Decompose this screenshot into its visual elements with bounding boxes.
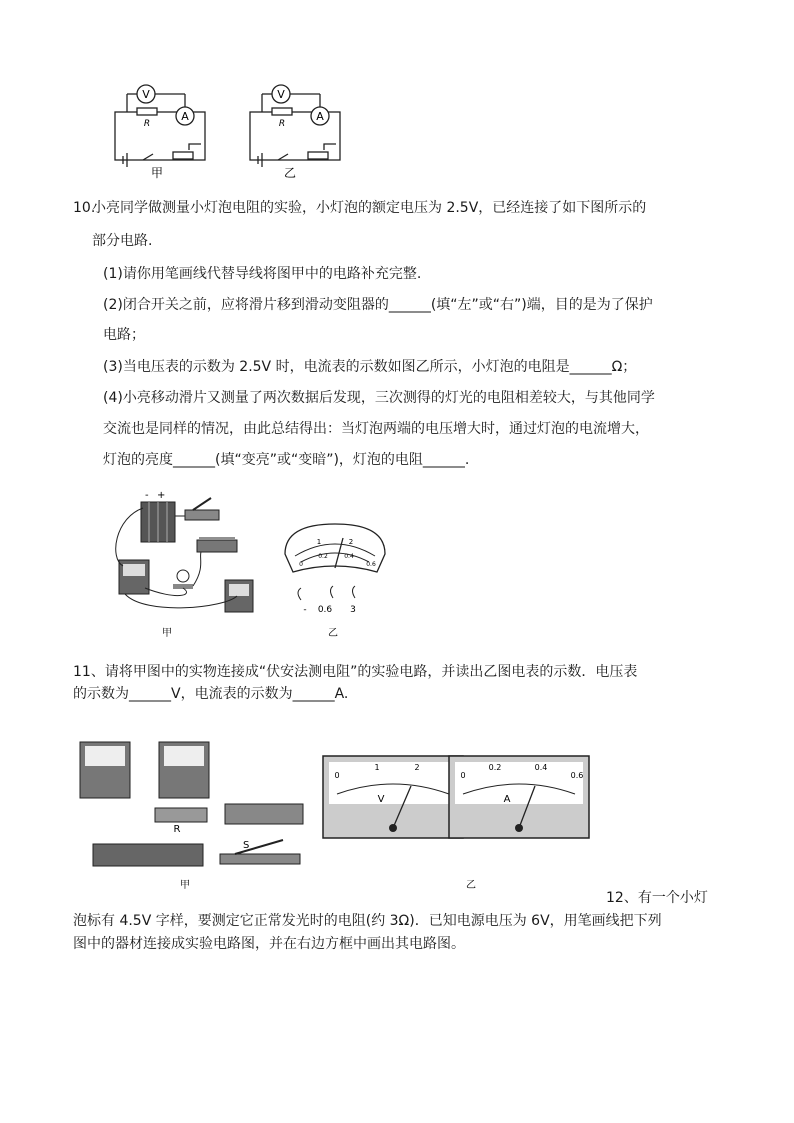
top-circuit-figure bbox=[105, 82, 355, 182]
q12-line2: 泡标有 4.5V 字样，要测定它正常发光时的电阻(约 3Ω)．已知电源电压为 6V，用笔画线把下列 bbox=[73, 913, 662, 929]
circuit-caption-yi: 乙 bbox=[283, 166, 297, 180]
voltmeter-label: V bbox=[142, 88, 150, 101]
dial-tick-0.4: 0.4 bbox=[344, 553, 354, 560]
ammeter-panel bbox=[449, 756, 589, 838]
volt-unit: V bbox=[377, 794, 385, 805]
resistor-device-label: R bbox=[173, 824, 181, 835]
switch-icon bbox=[185, 498, 219, 520]
battery-minus-label: - bbox=[145, 490, 149, 501]
terminal-icons bbox=[298, 586, 355, 600]
ammeter-device-icon bbox=[119, 560, 149, 594]
q10-part4b: 交流也是同样的情况，由此总结得出：当灯泡两端的电压增大时，通过灯泡的电流增大， bbox=[103, 421, 649, 437]
q11-line2: 的示数为______V，电流表的示数为______A. bbox=[73, 686, 349, 702]
amp-scale-0.2: 0.2 bbox=[488, 763, 502, 772]
meter-device-1-icon bbox=[80, 742, 130, 798]
rheostat-icon bbox=[197, 538, 237, 552]
resistor-device-icon bbox=[155, 808, 207, 822]
q11-line1: 11、请将甲图中的实物连接成“伏安法测电阻”的实验电路，并读出乙图电表的示数．电压表 bbox=[73, 664, 638, 680]
dial-tick-top-2: 2 bbox=[348, 538, 354, 546]
amp-scale-0.6: 0.6 bbox=[570, 771, 584, 780]
voltmeter-device-icon bbox=[225, 580, 253, 612]
figure-caption-jia: 甲 bbox=[180, 880, 190, 891]
bulb-icon bbox=[173, 570, 193, 589]
dial-tick-0.2: 0.2 bbox=[318, 553, 328, 560]
battery-icon bbox=[141, 502, 175, 542]
figure-caption-yi: 乙 bbox=[466, 880, 476, 891]
amp-unit: A bbox=[503, 794, 511, 805]
q10-part4c: 灯泡的亮度______(填“变亮”或“变暗”)，灯泡的电阻______. bbox=[103, 452, 470, 468]
battery-plus-label: + bbox=[157, 490, 166, 501]
q10-part3: (3)当电压表的示数为 2.5V 时，电流表的示数如图乙所示，小灯泡的电阻是______Ω； bbox=[103, 359, 637, 375]
figure-caption-yi: 乙 bbox=[328, 628, 338, 639]
q11-figure bbox=[75, 736, 595, 896]
q10-part2a: (2)闭合开关之前，应将滑片移到滑动变阻器的______(填“左”或“右”)端，目的是为了保护 bbox=[103, 297, 653, 313]
switch-device-icon bbox=[220, 840, 300, 864]
q10-part2b: 电路； bbox=[103, 327, 145, 343]
q10-line2: 部分电路. bbox=[92, 233, 153, 249]
dial-tick-0: 0 bbox=[299, 561, 303, 568]
voltmeter-panel bbox=[323, 756, 466, 838]
ammeter-label: A bbox=[181, 110, 189, 123]
circuit-jia bbox=[115, 94, 205, 167]
ammeter-label: A bbox=[316, 110, 324, 123]
terminal-minus: - bbox=[303, 605, 307, 615]
q12-line1-tail: 12、有一个小灯 bbox=[606, 890, 708, 906]
volt-scale-2: 2 bbox=[414, 763, 420, 772]
resistor-label: R bbox=[143, 119, 151, 129]
terminal-0.6: 0.6 bbox=[317, 605, 333, 615]
rheostat-device-icon bbox=[225, 804, 303, 824]
meter-device-2-icon bbox=[159, 742, 209, 798]
q10-number: 10. bbox=[73, 200, 96, 216]
battery-box-icon bbox=[93, 844, 203, 866]
resistor-label: R bbox=[278, 119, 286, 129]
q10-figure bbox=[105, 488, 395, 643]
volt-scale-1: 1 bbox=[374, 763, 380, 772]
amp-scale-0: 0 bbox=[460, 771, 466, 780]
dial-tick-top-1: 1 bbox=[316, 538, 322, 546]
dial-tick-0.6: 0.6 bbox=[366, 561, 376, 568]
q10-part4a: (4)小亮移动滑片又测量了两次数据后发现，三次测得的灯光的电阻相差较大，与其他同学 bbox=[103, 390, 655, 406]
circuit-yi bbox=[250, 94, 340, 167]
terminal-3: 3 bbox=[350, 605, 356, 615]
circuit-caption-jia: 甲 bbox=[150, 166, 164, 180]
voltmeter-label: V bbox=[277, 88, 285, 101]
q10-line1: 小亮同学做测量小灯泡电阻的实验，小灯泡的额定电压为 2.5V，已经连接了如下图所示的 bbox=[92, 200, 647, 216]
q10-part1: (1)请你用笔画线代替导线将图甲中的电路补充完整. bbox=[103, 266, 422, 282]
q12-line3: 图中的器材连接成实验电路图，并在右边方框中画出其电路图。 bbox=[73, 936, 465, 952]
switch-device-label: S bbox=[243, 840, 250, 851]
figure-caption-jia: 甲 bbox=[162, 628, 172, 639]
amp-scale-0.4: 0.4 bbox=[534, 763, 548, 772]
volt-scale-0: 0 bbox=[334, 771, 340, 780]
